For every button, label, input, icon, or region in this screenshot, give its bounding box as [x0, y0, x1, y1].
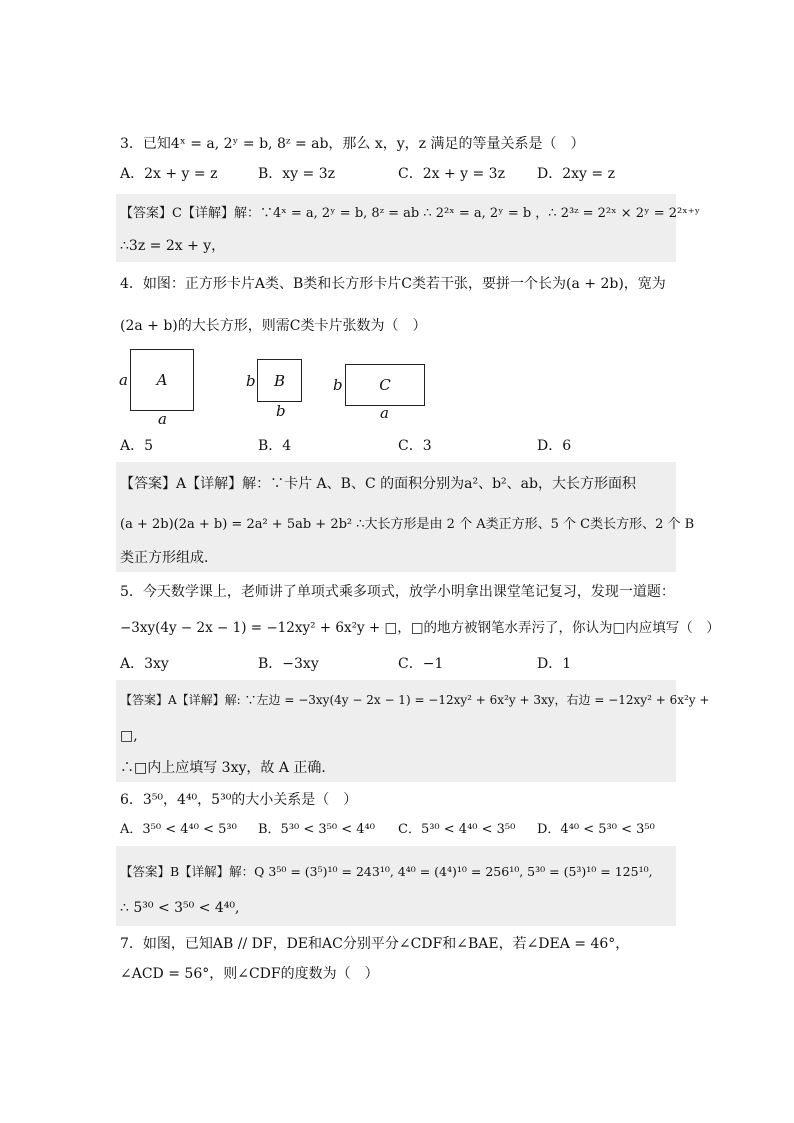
q4-answer-line1: 【答案】A【详解】解：∵卡片 A、B、C 的面积分别为a²、b²、ab，大长方形面积: [120, 476, 636, 492]
q7-stem-line2: ∠ACD = 56°，则∠CDF的度数为（ ）: [120, 966, 379, 982]
q6-answer-line1: 【答案】B【详解】解：Q 3⁵⁰ = (3⁵)¹⁰ = 243¹⁰, 4⁴⁰ = (4⁴)¹⁰ = 256¹⁰, 5³⁰ = (5³)¹⁰ = 125¹⁰,: [120, 864, 653, 879]
card-c-side-bottom: a: [380, 404, 389, 422]
card-a: [130, 349, 194, 411]
q5-option-d: D．1: [537, 656, 572, 672]
q3-option-b: B．xy = 3z: [258, 166, 336, 182]
q6-option-d: D．4⁴⁰ < 5³⁰ < 3⁵⁰: [537, 822, 655, 837]
q6-option-a: A．3⁵⁰ < 4⁴⁰ < 5³⁰: [120, 822, 237, 837]
q3-option-d: D．2xy = z: [537, 166, 615, 182]
card-c: [345, 364, 425, 406]
q3-option-c: C．2x + y = 3z: [398, 166, 505, 182]
q5-answer-line3: ∴□内上应填写 3xy，故 A 正确．: [120, 760, 336, 776]
q4-stem-line1: 4．如图：正方形卡片A类、B类和长方形卡片C类若干张，要拼一个长为(a + 2b)，宽为: [120, 276, 666, 292]
q5-option-b: B．−3xy: [258, 656, 319, 672]
q5-answer-line1: 【答案】A【详解】解: ∵左边 = −3xy(4y − 2x − 1) = −12xy² + 6x²y + 3xy，右边 = −12xy² + 6x²y +: [120, 693, 710, 707]
card-b-side-left: b: [246, 372, 256, 390]
q7-stem-line1: 7．如图，已知AB // DF，DE和AC分别平分∠CDF和∠BAE，若∠DEA = 46°，: [120, 936, 630, 952]
q4-answer-line3: 类正方形组成．: [120, 550, 218, 566]
q5-option-c: C．−1: [398, 656, 444, 672]
q5-option-a: A．3xy: [120, 656, 169, 672]
card-b: [257, 359, 302, 402]
q6-stem: 6．3⁵⁰，4⁴⁰，5³⁰的大小关系是（ ）: [120, 792, 358, 808]
q3-answer-line1: 【答案】C【详解】解：∵4ˣ = a, 2ʸ = b, 8ᶻ = ab ∴ 2²ˣ = a, 2ʸ = b ，∴ 2³ᶻ = 2²ˣ × 2ʸ = 2²ˣ⁺ʸ: [120, 206, 701, 221]
q4-option-d: D．6: [537, 438, 572, 454]
q4-figure: [110, 344, 440, 429]
card-b-side-bottom: b: [276, 402, 286, 420]
card-a-side-left: a: [119, 371, 128, 389]
q5-answer-line2: □,: [120, 728, 138, 744]
q6-option-b: B．5³⁰ < 3⁵⁰ < 4⁴⁰: [258, 822, 375, 837]
card-a-side-bottom: a: [158, 410, 167, 428]
q3-stem: 3．已知4ˣ = a, 2ʸ = b, 8ᶻ = ab，那么 x，y，z 满足的等量关系是（ ）: [120, 136, 585, 152]
q4-option-b: B．4: [258, 438, 292, 454]
card-c-label: C: [379, 376, 391, 394]
q4-answer-line2: (a + 2b)(2a + b) = 2a² + 5ab + 2b² ∴大长方形是由 2 个 A类正方形、5 个 C类长方形、2 个 B: [120, 517, 695, 532]
q6-option-c: C．5³⁰ < 4⁴⁰ < 3⁵⁰: [398, 822, 516, 837]
q4-option-a: A．5: [120, 438, 154, 454]
q4-stem-line2: (2a + b)的大长方形，则需C类卡片张数为（ ）: [120, 318, 427, 334]
q6-answer-line2: ∴ 5³⁰ < 3⁵⁰ < 4⁴⁰,: [120, 900, 240, 916]
q4-option-c: C．3: [398, 438, 432, 454]
card-a-label: A: [156, 371, 168, 389]
q5-stem-line2: −3xy(4y − 2x − 1) = −12xy² + 6x²y + □，□的地方被钢笔水弄污了，你认为□内应填写（ ）: [120, 620, 720, 636]
card-c-side-left: b: [333, 376, 343, 394]
card-b-label: B: [273, 371, 286, 390]
q3-answer-line2: ∴3z = 2x + y，: [120, 238, 226, 254]
q5-stem-line1: 5．今天数学课上，老师讲了单项式乘多项式，放学小明拿出课堂笔记复习，发现一道题：: [120, 584, 675, 600]
q3-option-a: A．2x + y = z: [120, 166, 218, 182]
